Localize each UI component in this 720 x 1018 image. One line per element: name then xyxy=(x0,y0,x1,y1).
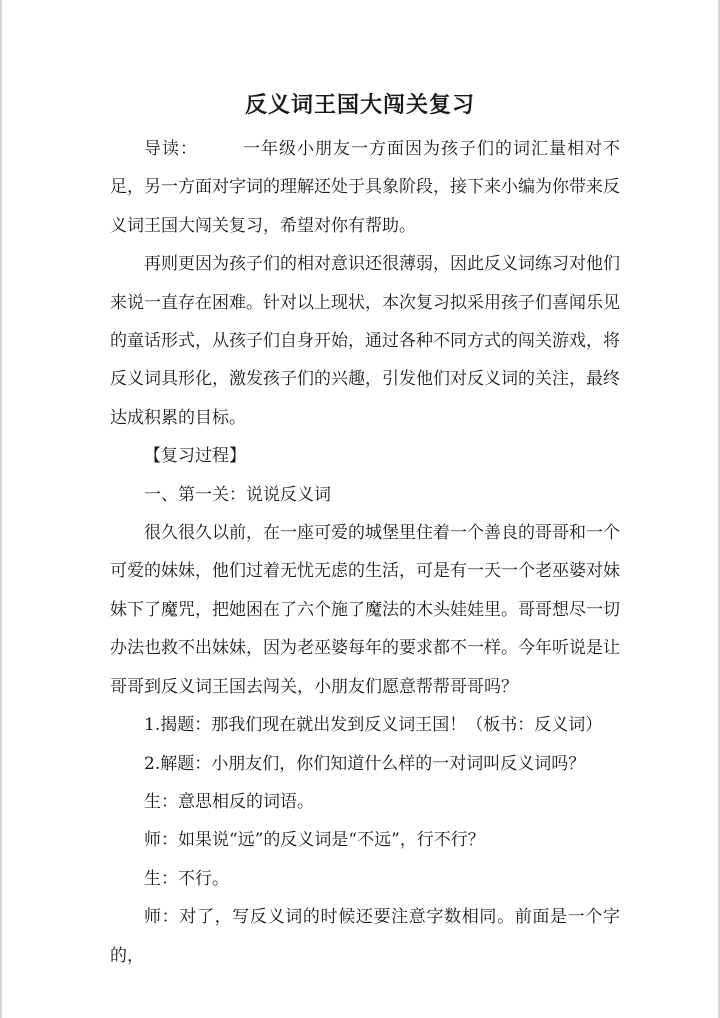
step-1: 1.揭题：那我们现在就出发到反义词王国！（板书：反义词） xyxy=(144,715,603,736)
teacher-line-2: 师：对了，写反义词的时候还要注意字数相同。前面是一个字的， xyxy=(110,907,620,966)
student-line-2: 生：不行。 xyxy=(144,868,229,889)
teacher-line-1: 师：如果说“远”的反义词是“不远”，行不行？ xyxy=(144,830,485,851)
student-line-1: 生：意思相反的词语。 xyxy=(144,791,314,812)
intro-text: 一年级小朋友一方面因为孩子们的词汇量相对不足，另一方面对字词的理解还处于具象阶段，接下来小编为你带来反义词王国大闯关复习，希望对你有帮助。 xyxy=(110,139,620,236)
intro-label: 导读： xyxy=(144,139,198,159)
story-paragraph: 很久很久以前，在一座可爱的城堡里住着一个善良的哥哥和一个可爱的妹妹，他们过着无忧无虑的生活，可是有一天一个老巫婆对妹妹下了魔咒，把她困在了六个施了魔法的木头娃娃里。哥哥想尽一切办法也救不出妹妹，因为老巫婆每年的要求都不一样。今年听说是让哥哥到反义词王国去闯关，小朋友们愿意帮帮哥哥吗？ xyxy=(110,523,620,697)
section-heading: 【复习过程】 xyxy=(144,446,246,467)
page-left-border xyxy=(0,0,2,1018)
intro-paragraph xyxy=(110,130,620,245)
paragraph-background: 再则更因为孩子们的相对意识还很薄弱，因此反义词练习对他们来说一直存在困难。针对以上现状，本次复习拟采用孩子们喜闻乐见的童话形式，从孩子们自身开始，通过各种不同方式的闯关游戏，将反义词具形化，激发孩子们的兴趣，引发他们对反义词的关注，最终达成积累的目标。 xyxy=(110,254,620,428)
stage1-heading: 一、第一关：说说反义词 xyxy=(144,484,331,505)
document-title: 反义词王国大闯关复习 xyxy=(244,92,475,118)
step-2: 2.解题：小朋友们，你们知道什么样的一对词叫反义词吗？ xyxy=(144,753,586,774)
document-body xyxy=(110,130,620,975)
